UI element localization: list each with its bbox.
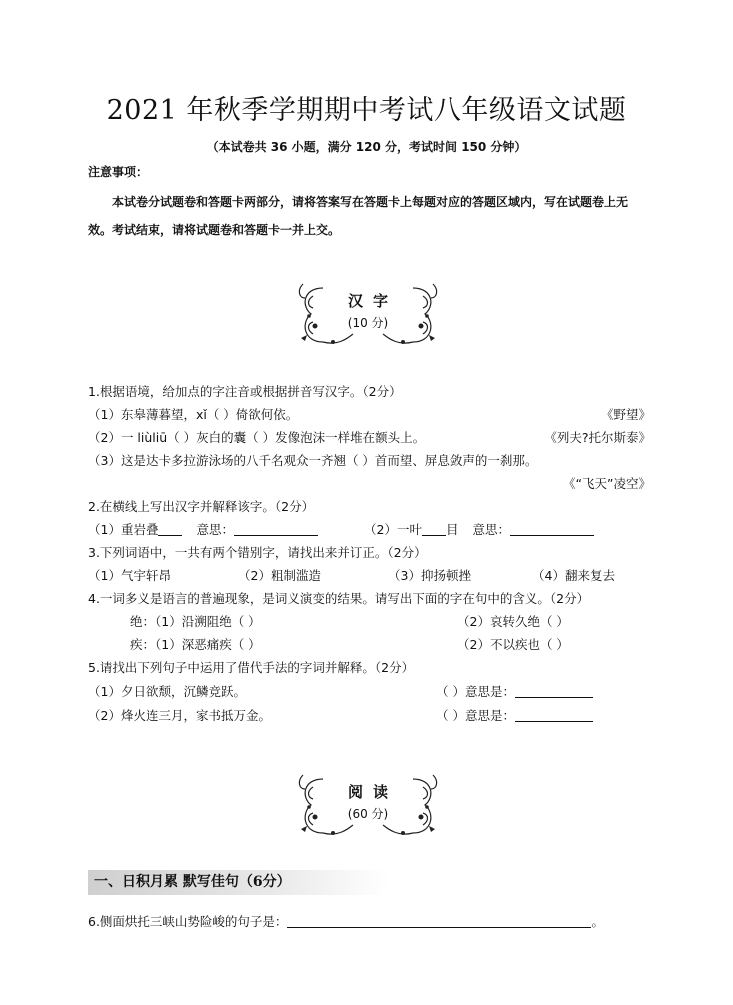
question-4-row-1-a: 绝：（1）沿溯阻绝（ ） (130, 614, 261, 629)
meaning-label: 意思： (196, 522, 234, 537)
question-2-stem: 2.在横线上写出汉字并解释该字。（2分） (88, 499, 315, 514)
question-2-part-2-tail: 目 (445, 522, 459, 537)
exam-title: 2021 年秋季学期期中考试八年级语文试题 (106, 95, 627, 126)
question-1-part-3: （3）这是达卡多拉游泳场的八千名观众一齐翘（ ）首而望、屏息敛声的一刹那。 (88, 453, 538, 468)
question-4-row-2-b: （2）不以疾也（ ） (457, 637, 569, 652)
question-5-answer-1 (436, 682, 593, 700)
ornament-score: (10 分) (347, 316, 389, 330)
question-5-stem: 5.请找出下列句子中运用了借代手法的字词并解释。（2分） (88, 660, 415, 675)
ornament-title: 阅读 (347, 783, 398, 801)
question-5-part-2: （2）烽火连三月，家书抵万金。 (88, 708, 271, 723)
question-1-source-1: 《野望》 (600, 407, 651, 422)
question-6 (88, 912, 604, 930)
meaning-label: 意思： (472, 522, 510, 537)
question-3-option-1: （1）气宇轩昂 (88, 568, 171, 583)
answer-blank[interactable] (422, 523, 446, 536)
question-5-part-1: （1）夕日欲颓，沉鳞竞跃。 (88, 684, 246, 699)
question-6-stem: 6.侧面烘托三峡山势险峻的句子是： (88, 914, 288, 929)
question-6-end: 。 (591, 914, 604, 929)
section-heading-bar: 一、日积月累 默写佳句（6分） (88, 870, 388, 895)
question-1-source-3: 《“飞天”凌空》 (563, 476, 651, 491)
question-4-row-2-a: 疾：（1）深恶痛疾（ ） (130, 637, 261, 652)
answer-blank[interactable] (510, 523, 594, 536)
answer-blank[interactable] (158, 523, 182, 536)
question-3-option-3: （3）抑扬顿挫 (388, 568, 471, 583)
ornament-title: 汉字 (347, 292, 398, 310)
question-2-part-2-text: （2）一叶 (364, 522, 422, 537)
answer-blank[interactable] (234, 523, 318, 536)
answer-blank[interactable] (515, 709, 593, 722)
answer-blank[interactable] (287, 915, 591, 928)
question-2-part-1-text: （1）重岩叠 (88, 522, 159, 537)
question-3-option-4: （4）翻来复去 (532, 568, 615, 583)
exam-subtitle: （本试卷共 36 小题，满分 120 分，考试时间 150 分钟） (206, 140, 527, 154)
question-3-stem: 3.下列词语中，一共有两个错别字，请找出来并订正。（2分） (88, 545, 427, 560)
section-ornament-hanzi (293, 276, 443, 356)
question-5-answer-2 (436, 706, 593, 724)
meaning-label: （ ）意思是： (436, 708, 515, 723)
question-3-option-2: （2）粗制滥造 (238, 568, 321, 583)
question-1-part-2: （2）一 liùliū（ ）灰白的囊（ ）发像泡沫一样堆在额头上。 (88, 430, 426, 445)
question-2-part-1 (88, 520, 318, 538)
section-ornament-yuedu (293, 767, 443, 847)
notice-body: 本试卷分试题卷和答题卡两部分，请将答案写在答题卡上每题对应的答题区域内，写在试题卷上无效。考试结束，请将试题卷和答题卡一并上交。 (88, 195, 629, 237)
question-1-part-1: （1）东皋薄暮望，xǐ（ ）倚欲何依。 (88, 407, 299, 422)
question-1-stem: 1.根据语境，给加点的字注音或根据拼音写汉字。（2分） (88, 384, 402, 399)
question-2-part-2 (364, 520, 594, 538)
answer-blank[interactable] (515, 685, 593, 698)
ornament-score: (60 分) (347, 807, 389, 821)
question-4-stem: 4.一词多义是语言的普遍现象，是词义演变的结果。请写出下面的字在句中的含义。（2分） (88, 591, 590, 606)
question-1-source-2: 《列夫?托尔斯泰》 (544, 430, 651, 445)
question-4-row-1-b: （2）哀转久绝（ ） (457, 614, 569, 629)
notice-heading: 注意事项： (88, 165, 149, 179)
meaning-label: （ ）意思是： (436, 684, 515, 699)
